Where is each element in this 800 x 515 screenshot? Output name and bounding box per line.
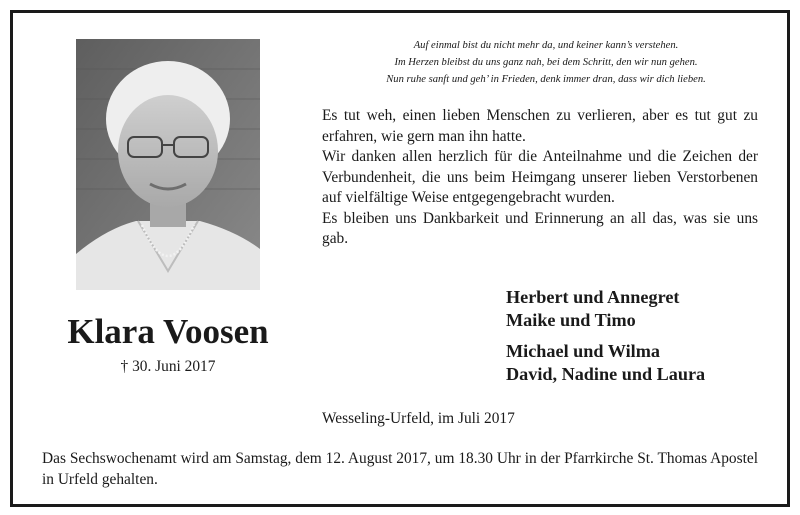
poem-line: Auf einmal bist du nicht mehr da, und keiner kann’s verstehen. [413,40,679,51]
deceased-name: Klara Voosen [67,312,269,351]
service-announcement [42,449,758,490]
mourner-line: Michael und Wilma [506,341,660,361]
message-paragraph: Es bleiben uns Dankbarkeit und Erinnerung an all das, was sie uns gab. [322,209,758,247]
place-date: Wesseling-Urfeld, im Juli 2017 [322,410,515,427]
thank-you-message [322,106,758,250]
death-date: † 30. Juni 2017 [120,358,216,375]
portrait-photo [76,39,260,290]
poem-line: Im Herzen bleibst du uns ganz nah, bei dem Schritt, den wir nun gehen. [394,57,698,68]
message-paragraph: Es tut weh, einen lieben Menschen zu verlieren, aber es tut gut zu erfahren, wie gern man ihn hatte. [322,107,758,145]
mourner-group [506,340,705,386]
mourner-line: Herbert und Annegret [506,287,680,307]
poem-line: Nun ruhe sanft und geh’ in Frieden, denk immer dran, dass wir dich lieben. [386,74,706,85]
message-paragraph: Wir danken allen herzlich für die Anteilnahme und die Zeichen der Verbundenheit, die uns beim Heimgang unserer lieben Verstorbenen auf vielfältige Weise entgegengebracht wurden. [322,148,758,206]
mourner-group [506,286,705,332]
mourner-line: David, Nadine und Laura [506,364,706,384]
poem [318,37,774,88]
mourner-names [506,286,705,394]
mourner-line: Maike und Timo [506,310,636,330]
announcement-text: Das Sechswochenamt wird am Samstag, dem 12. August 2017, um 18.30 Uhr in der Pfarrkirche St. Thomas Apostel in Urfeld gehalten. [42,450,758,488]
